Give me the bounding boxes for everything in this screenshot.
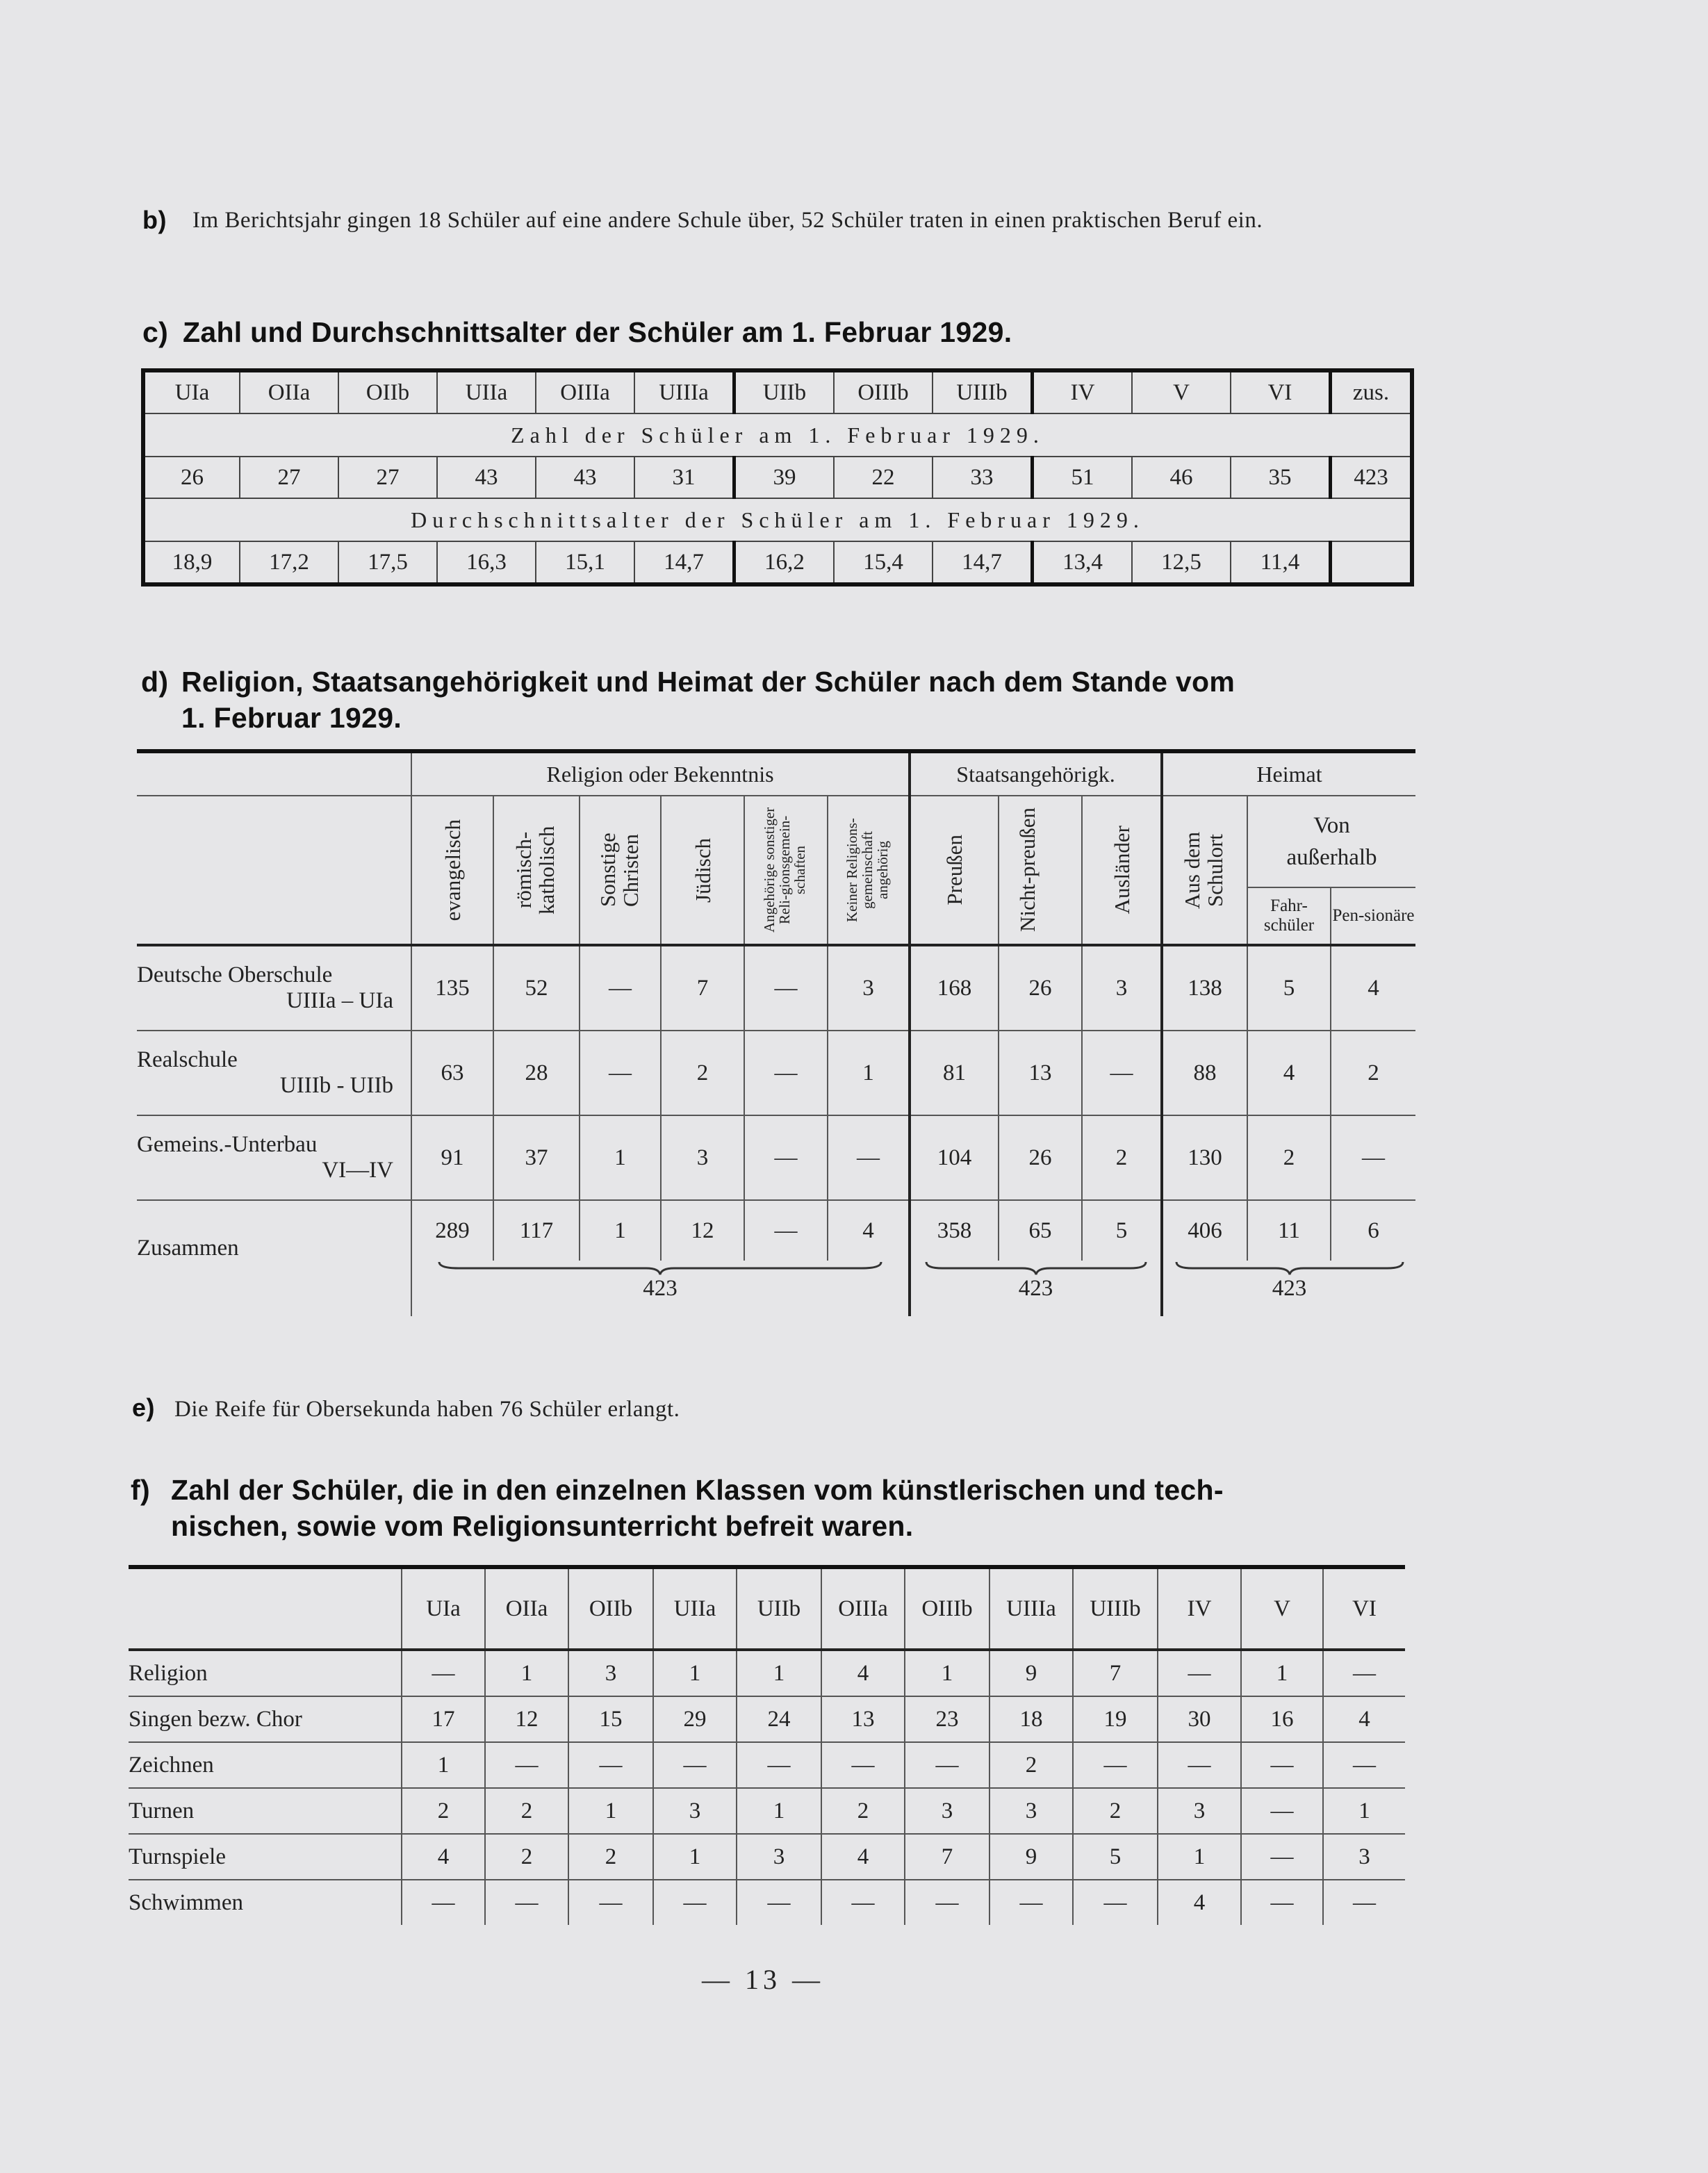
section-d-label: d) xyxy=(141,666,169,698)
table-f-cell: — xyxy=(568,1880,653,1925)
table-d-group-total-staat: 423 xyxy=(910,1261,1162,1316)
table-d-cell: — xyxy=(580,1031,661,1115)
table-d-row xyxy=(137,945,1415,1031)
table-d-cell: 358 xyxy=(910,1200,999,1261)
table-d-cell: 130 xyxy=(1162,1115,1247,1200)
table-d-group-row xyxy=(137,751,1415,796)
table-c-cell: 16,3 xyxy=(437,541,536,584)
table-f-col: UIIa xyxy=(653,1567,737,1650)
table-d-corner xyxy=(137,796,411,945)
table-c-age-row xyxy=(143,541,1412,584)
table-d-cell: 13 xyxy=(999,1031,1082,1115)
table-d-cell: 63 xyxy=(411,1031,493,1115)
table-f-cell: 2 xyxy=(821,1788,905,1834)
table-f-cell: 3 xyxy=(568,1650,653,1696)
table-f-cell: 1 xyxy=(653,1650,737,1696)
table-d-col-roemisch: römisch-katholisch xyxy=(493,796,580,945)
table-c-cell: 14,7 xyxy=(933,541,1033,584)
section-f-heading xyxy=(131,1472,1430,1544)
table-d-cell: 2 xyxy=(1331,1031,1415,1115)
table-f-cell: 1 xyxy=(1241,1650,1323,1696)
section-f-label: f) xyxy=(131,1474,150,1506)
table-d-cell: — xyxy=(1331,1115,1415,1200)
table-f-row-label: Religion xyxy=(129,1650,402,1696)
table-f-cell: 12 xyxy=(485,1696,568,1742)
table-f-cell: 15 xyxy=(568,1696,653,1742)
table-f-col: OIIa xyxy=(485,1567,568,1650)
section-f-title-line2: nischen, sowie vom Religionsunterricht befreit waren. xyxy=(171,1510,914,1542)
table-d-col-nichtpreussen: Nicht-preußen xyxy=(999,796,1082,945)
table-f-row-label: Singen bezw. Chor xyxy=(129,1696,402,1742)
table-d-cell: 2 xyxy=(1247,1115,1331,1200)
table-d-cell: 28 xyxy=(493,1031,580,1115)
table-c-col: OIIb xyxy=(338,370,437,413)
table-f-cell: — xyxy=(1323,1880,1405,1925)
table-f-cell: — xyxy=(905,1742,990,1788)
table-f-col: VI xyxy=(1323,1567,1405,1650)
table-d-group-religion: Religion oder Bekenntnis xyxy=(411,751,910,796)
table-d-cell: 1 xyxy=(828,1031,910,1115)
table-d-cell: 289 xyxy=(411,1200,493,1261)
table-c-cell: 11,4 xyxy=(1231,541,1331,584)
table-f-cell: 1 xyxy=(485,1650,568,1696)
table-d-subheader-row xyxy=(137,796,1415,887)
table-c-cell: 26 xyxy=(143,457,240,498)
table-c-cell: 46 xyxy=(1132,457,1231,498)
table-f-cell: 1 xyxy=(1323,1788,1405,1834)
table-f-row-label: Turnspiele xyxy=(129,1834,402,1880)
table-f-cell: 7 xyxy=(1073,1650,1158,1696)
table-f-cell: 18 xyxy=(990,1696,1073,1742)
table-f-cell: 19 xyxy=(1073,1696,1158,1742)
table-c-cell: 27 xyxy=(240,457,338,498)
section-b-label: b) xyxy=(142,206,167,234)
table-f-col: OIIIa xyxy=(821,1567,905,1650)
table-d-cell: 26 xyxy=(999,945,1082,1031)
table-d-cell: 4 xyxy=(828,1200,910,1261)
section-d-title-line2: 1. Februar 1929. xyxy=(181,702,402,734)
table-f-cell: 3 xyxy=(653,1788,737,1834)
table-d-cell: 6 xyxy=(1331,1200,1415,1261)
table-f-cell: 30 xyxy=(1158,1696,1241,1742)
table-f-cell: 24 xyxy=(737,1696,821,1742)
table-c-cell: 16,2 xyxy=(734,541,835,584)
table-f-cell: — xyxy=(1241,1834,1323,1880)
table-c-cell: 15,1 xyxy=(536,541,634,584)
table-f-cell: 13 xyxy=(821,1696,905,1742)
table-c-col: V xyxy=(1132,370,1231,413)
table-f-cell: — xyxy=(1158,1650,1241,1696)
table-f-cell: — xyxy=(1241,1788,1323,1834)
table-f-cell: — xyxy=(821,1880,905,1925)
table-f-cell: 3 xyxy=(1323,1834,1405,1880)
table-f-cell: 4 xyxy=(821,1834,905,1880)
table-f-col: UIIIa xyxy=(990,1567,1073,1650)
table-d-col-pensionaere: Pen-sionäre xyxy=(1331,887,1415,945)
table-d-cell: 11 xyxy=(1247,1200,1331,1261)
table-f-cell: 1 xyxy=(568,1788,653,1834)
table-f-cell: — xyxy=(905,1880,990,1925)
table-f-row xyxy=(129,1696,1405,1742)
table-f-cell: 1 xyxy=(1158,1834,1241,1880)
table-d-row-label: Deutsche Oberschule UIIIa – UIa xyxy=(137,945,411,1031)
table-d-cell: — xyxy=(744,1200,828,1261)
table-d-group-total-heimat: 423 xyxy=(1162,1261,1415,1316)
table-d-cell: — xyxy=(828,1115,910,1200)
table-f-row-label: Schwimmen xyxy=(129,1889,243,1915)
table-f-cell: — xyxy=(990,1880,1073,1925)
table-f-cell: 2 xyxy=(990,1742,1073,1788)
table-c-cell: 43 xyxy=(437,457,536,498)
table-f-row-label: Zeichnen xyxy=(129,1742,402,1788)
table-f-cell: 1 xyxy=(737,1650,821,1696)
table-c-col: OIIIb xyxy=(834,370,933,413)
table-c-cell: 14,7 xyxy=(634,541,734,584)
table-d-col-von-ausserhalb: Von außerhalb xyxy=(1247,796,1415,887)
table-d-cell: 91 xyxy=(411,1115,493,1200)
table-f-cell: 3 xyxy=(990,1788,1073,1834)
section-b-text: Im Berichtsjahr gingen 18 Schüler auf eine andere Schule über, 52 Schüler traten in einen praktischen Beruf ein. xyxy=(192,208,1263,233)
table-c-cell: 39 xyxy=(734,457,835,498)
table-c-cell: 51 xyxy=(1033,457,1133,498)
section-d-heading xyxy=(141,664,1427,736)
table-d-cell: 37 xyxy=(493,1115,580,1200)
table-f-cell: — xyxy=(653,1880,737,1925)
table-c-cell: 12,5 xyxy=(1132,541,1231,584)
table-c-header-row xyxy=(143,370,1412,413)
table-f-cell: — xyxy=(1323,1742,1405,1788)
table-f-col: OIIb xyxy=(568,1567,653,1650)
table-c-col: OIIIa xyxy=(536,370,634,413)
table-d-cell: 2 xyxy=(661,1031,744,1115)
table-c-cell: 27 xyxy=(338,457,437,498)
table-d-cell: 4 xyxy=(1331,945,1415,1031)
page-number: — 13 — xyxy=(702,1964,824,1995)
table-d-cell: 1 xyxy=(580,1115,661,1200)
table-f-header-row xyxy=(129,1567,1405,1650)
table-f-col: IV xyxy=(1158,1567,1241,1650)
table-d-group-staat: Staatsangehörigk. xyxy=(910,751,1162,796)
table-f-cell: 3 xyxy=(1158,1788,1241,1834)
table-f-cell: — xyxy=(653,1742,737,1788)
section-f-title-line1: Zahl der Schüler, die in den einzelnen Klassen vom künstlerischen und tech- xyxy=(171,1474,1224,1506)
table-d-group-total-religion: 423 xyxy=(411,1261,910,1316)
section-e-label: e) xyxy=(132,1393,156,1422)
table-f-cell: 29 xyxy=(653,1696,737,1742)
table-d-cell: 7 xyxy=(661,945,744,1031)
table-c-col: UIIb xyxy=(734,370,835,413)
table-f-cell: — xyxy=(1241,1742,1323,1788)
table-f-cell: — xyxy=(402,1650,485,1696)
table-c-cell: 22 xyxy=(834,457,933,498)
table-d-cell: 88 xyxy=(1162,1031,1247,1115)
table-c-count-row xyxy=(143,457,1412,498)
table-c-cell: 43 xyxy=(536,457,634,498)
table-f-cell: 1 xyxy=(737,1788,821,1834)
table-c-age xyxy=(141,368,1414,587)
brace-icon xyxy=(438,1261,882,1276)
table-f-cell: — xyxy=(737,1742,821,1788)
table-d-row-label: Gemeins.-Unterbau VI—IV xyxy=(137,1115,411,1200)
table-d-cell: 65 xyxy=(999,1200,1082,1261)
table-f-exemptions xyxy=(129,1565,1405,1925)
table-c-col: zus. xyxy=(1331,370,1413,413)
table-f-cell: — xyxy=(485,1880,568,1925)
section-e xyxy=(132,1393,680,1422)
table-d-col-evangelisch: evangelisch xyxy=(411,796,493,945)
table-d-row-label: Realschule UIIIb - UIIb xyxy=(137,1031,411,1115)
table-d-group-heimat: Heimat xyxy=(1162,751,1415,796)
table-c-col: UIIIb xyxy=(933,370,1033,413)
section-c-heading xyxy=(142,314,1428,350)
table-f-row xyxy=(129,1880,1405,1925)
table-c-col: IV xyxy=(1033,370,1133,413)
table-f-cell: 2 xyxy=(1073,1788,1158,1834)
table-f-cell: — xyxy=(737,1880,821,1925)
table-c-cell: 17,2 xyxy=(240,541,338,584)
table-c-age-caption-row xyxy=(143,498,1412,541)
table-d-col-angehoerige: Angehörige sonstiger Reli-gionsgemein-schaften xyxy=(744,796,828,945)
table-f-cell: 2 xyxy=(485,1834,568,1880)
table-d-cell: 5 xyxy=(1247,945,1331,1031)
table-c-cell: 423 xyxy=(1331,457,1413,498)
table-f-cell: 2 xyxy=(402,1788,485,1834)
table-d-cell: 406 xyxy=(1162,1200,1247,1261)
table-c-age-caption: Durchschnittsalter der Schüler am 1. Februar 1929. xyxy=(143,498,1412,541)
table-f-cell: 23 xyxy=(905,1696,990,1742)
table-d-cell: — xyxy=(744,945,828,1031)
table-c-count-caption: Zahl der Schüler am 1. Februar 1929. xyxy=(143,413,1412,457)
table-f-row xyxy=(129,1650,1405,1696)
table-c-cell: 35 xyxy=(1231,457,1331,498)
table-d-cell: 3 xyxy=(1082,945,1162,1031)
section-d-title-line1: Religion, Staatsangehörigkeit und Heimat der Schüler nach dem Stande vom xyxy=(181,666,1235,698)
table-d-col-schulort: Aus dem Schulort xyxy=(1162,796,1247,945)
table-d-corner xyxy=(137,751,411,796)
table-d-cell: 3 xyxy=(661,1115,744,1200)
table-d-cell: 168 xyxy=(910,945,999,1031)
table-d-total-row xyxy=(137,1200,1415,1261)
table-f-cell: 4 xyxy=(821,1650,905,1696)
table-d-cell: — xyxy=(580,945,661,1031)
table-f-cell: — xyxy=(485,1742,568,1788)
table-f-col: UIa xyxy=(402,1567,485,1650)
table-f-corner xyxy=(129,1567,402,1650)
table-f-cell: — xyxy=(821,1742,905,1788)
table-d-cell: 4 xyxy=(1247,1031,1331,1115)
table-f-cell: 4 xyxy=(1323,1696,1405,1742)
table-d-col-auslaender: Ausländer xyxy=(1082,796,1162,945)
table-d-cell: 138 xyxy=(1162,945,1247,1031)
table-f-cell: 5 xyxy=(1073,1834,1158,1880)
table-f-col: V xyxy=(1241,1567,1323,1650)
table-d-total-label: Zusammen xyxy=(137,1236,239,1261)
table-c-col: UIIIa xyxy=(634,370,734,413)
table-d-cell: — xyxy=(1082,1031,1162,1115)
table-f-cell: 17 xyxy=(402,1696,485,1742)
table-f-cell: — xyxy=(402,1880,485,1925)
table-d-cell: — xyxy=(744,1115,828,1200)
table-d-row xyxy=(137,1115,1415,1200)
table-c-cell xyxy=(1331,541,1413,584)
table-c-cell: 15,4 xyxy=(834,541,933,584)
table-f-row xyxy=(129,1742,1405,1788)
table-d-col-preussen: Preußen xyxy=(910,796,999,945)
table-d-col-sonstige: Sonstige Christen xyxy=(580,796,661,945)
table-d-cell: 1 xyxy=(580,1200,661,1261)
table-f-cell: 4 xyxy=(402,1834,485,1880)
table-f-cell: 2 xyxy=(568,1834,653,1880)
table-d-cell: 135 xyxy=(411,945,493,1031)
table-d-col-juedisch: Jüdisch xyxy=(661,796,744,945)
table-d-cell: 2 xyxy=(1082,1115,1162,1200)
table-f-cell: — xyxy=(1323,1650,1405,1696)
table-d-cell: 52 xyxy=(493,945,580,1031)
table-f-row xyxy=(129,1788,1405,1834)
table-f-cell: 2 xyxy=(485,1788,568,1834)
table-f-cell: — xyxy=(1158,1742,1241,1788)
table-d-cell: 12 xyxy=(661,1200,744,1261)
table-c-cell: 17,5 xyxy=(338,541,437,584)
table-c-cell: 31 xyxy=(634,457,734,498)
brace-icon xyxy=(1175,1261,1404,1276)
table-f-col: OIIIb xyxy=(905,1567,990,1650)
table-c-col: OIIa xyxy=(240,370,338,413)
table-f-cell: 9 xyxy=(990,1650,1073,1696)
table-f-cell: 4 xyxy=(1158,1880,1241,1925)
table-f-cell: 9 xyxy=(990,1834,1073,1880)
table-f-cell: 3 xyxy=(737,1834,821,1880)
table-d-cell: 5 xyxy=(1082,1200,1162,1261)
table-d-religion xyxy=(137,749,1415,1316)
table-d-col-fahrschueler: Fahr-schüler xyxy=(1247,887,1331,945)
section-c-title: Zahl und Durchschnittsalter der Schüler am 1. Februar 1929. xyxy=(183,316,1012,348)
table-c-cell: 18,9 xyxy=(143,541,240,584)
table-c-cell: 33 xyxy=(933,457,1033,498)
table-f-row-label: Turnen xyxy=(129,1788,402,1834)
table-c-col: UIa xyxy=(143,370,240,413)
table-f-cell: 16 xyxy=(1241,1696,1323,1742)
table-f-cell: — xyxy=(568,1742,653,1788)
table-c-cell: 13,4 xyxy=(1033,541,1133,584)
table-f-row xyxy=(129,1834,1405,1880)
table-d-cell: 26 xyxy=(999,1115,1082,1200)
table-d-cell: 81 xyxy=(910,1031,999,1115)
section-e-text: Die Reife für Obersekunda haben 76 Schüler erlangt. xyxy=(174,1397,680,1422)
table-f-col: UIIIb xyxy=(1073,1567,1158,1650)
table-f-cell: — xyxy=(1073,1880,1158,1925)
table-f-cell: 1 xyxy=(653,1834,737,1880)
table-d-cell: — xyxy=(744,1031,828,1115)
table-c-count-caption-row xyxy=(143,413,1412,457)
section-c-label: c) xyxy=(142,316,169,348)
table-f-cell: 1 xyxy=(905,1650,990,1696)
table-f-cell: 3 xyxy=(905,1788,990,1834)
table-d-cell: 117 xyxy=(493,1200,580,1261)
section-b xyxy=(142,205,1428,236)
table-d-col-keiner: Keiner Religions-gemeinschaft angehörig xyxy=(828,796,910,945)
table-f-cell: — xyxy=(1073,1742,1158,1788)
table-c-col: UIIa xyxy=(437,370,536,413)
table-c-col: VI xyxy=(1231,370,1331,413)
table-d-cell: 3 xyxy=(828,945,910,1031)
table-d-cell: 104 xyxy=(910,1115,999,1200)
table-f-cell: 7 xyxy=(905,1834,990,1880)
table-f-cell: 1 xyxy=(402,1742,485,1788)
table-f-col: UIIb xyxy=(737,1567,821,1650)
table-d-row xyxy=(137,1031,1415,1115)
brace-icon xyxy=(925,1261,1147,1276)
table-f-cell: — xyxy=(1241,1880,1323,1925)
